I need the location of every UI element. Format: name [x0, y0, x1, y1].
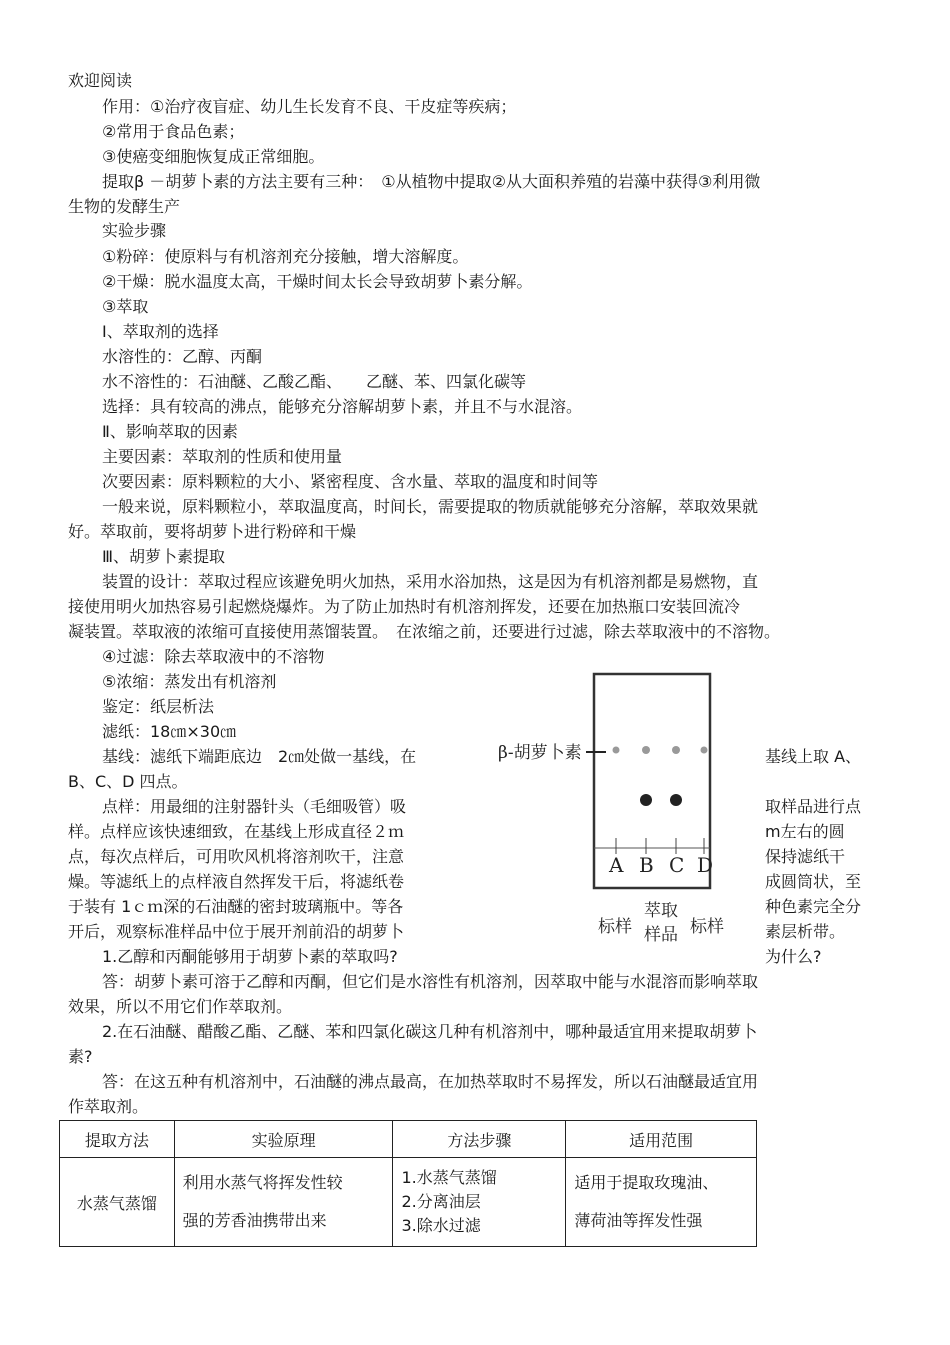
step-2: 2.分离油层 — [401, 1192, 481, 1211]
text-line: ②干燥：脱水温度太高，干燥时间太长会导致胡萝卜素分解。 — [102, 272, 533, 291]
text-line: 开后，观察标准样品中位于展开剂前沿的胡萝卜 — [68, 922, 405, 941]
cell-principle — [174, 1158, 393, 1247]
text-line: B、C、D 四点。 — [68, 772, 188, 791]
text-line: 接使用明火加热容易引起燃烧爆炸。为了防止加热时有机溶剂挥发，还要在加热瓶口安装回流冷 — [68, 597, 741, 616]
text-line: ③使癌变细胞恢复成正常细胞。 — [102, 147, 325, 166]
text-line: Ⅰ、萃取剂的选择 — [102, 322, 219, 341]
text-line: ③萃取 — [102, 297, 149, 316]
text-line: 选择：具有较高的沸点，能够充分溶解胡萝卜素，并且不与水混溶。 — [102, 397, 583, 416]
scope-line-2: 薄荷油等挥发性强 — [574, 1211, 703, 1230]
lane-c-front-spot — [672, 746, 680, 754]
lane-a-front-spot — [613, 747, 620, 754]
header-method: 提取方法 — [60, 1121, 175, 1158]
step-1: 1.水蒸气蒸馏 — [401, 1168, 497, 1187]
lane-label-b: B — [639, 853, 654, 877]
text-line: 一般来说，原料颗粒小，萃取温度高，时间长，需要提取的物质就能够充分溶解，萃取效果就 — [102, 497, 759, 516]
text-line: 基线：滤纸下端距底边 2㎝处做一基线，在 — [102, 747, 417, 766]
text-line: ②常用于食品色素； — [102, 122, 245, 141]
beta-carotene-label: β-胡萝卜素 — [498, 743, 582, 763]
text-line: 作萃取剂。 — [68, 1097, 149, 1116]
text-line: 种色素完全分 — [765, 897, 862, 916]
sample-label-top: 萃取 — [644, 901, 678, 921]
text-line: 鉴定：纸层析法 — [102, 697, 215, 716]
text-line: 作用：①治疗夜盲症、幼儿生长发育不良、干皮症等疾病； — [102, 97, 517, 116]
text-line: 基线上取 A、 — [765, 747, 862, 766]
lane-label-a: A — [609, 853, 624, 877]
text-line: 欢迎阅读 — [68, 71, 133, 90]
text-line: 点，每次点样后，可用吹风机将溶剂吹干，注意 — [68, 847, 405, 866]
text-line: 答：在这五种有机溶剂中，石油醚的沸点最高，在加热萃取时不易挥发，所以石油醚最适宜用 — [102, 1072, 759, 1091]
text-line: 素层析带。 — [765, 922, 846, 941]
text-line: Ⅱ、影响萃取的因素 — [102, 422, 238, 441]
standard-label-left: 标样 — [598, 917, 632, 937]
table-row — [60, 1158, 757, 1247]
text-line: 素? — [68, 1047, 93, 1066]
lane-label-d: D — [697, 853, 714, 877]
text-line: 点样：用最细的注射器针头（毛细吸管）吸 — [102, 797, 407, 816]
principle-line-1: 利用水蒸气将挥发性较 — [182, 1173, 343, 1192]
principle-line-2: 强的芳香油携带出来 — [182, 1211, 327, 1230]
text-line: 为什么? — [765, 947, 822, 966]
text-line: 2.在石油醚、醋酸乙酯、乙醚、苯和四氯化碳这几种有机溶剂中，哪种最适宜用来提取胡萝卜 — [102, 1022, 758, 1041]
text-line: 装置的设计：萃取过程应该避免明火加热，采用水浴加热，这是因为有机溶剂都是易燃物，直 — [102, 572, 759, 591]
text-line: 水溶性的：乙醇、丙酮 — [102, 347, 263, 366]
text-line: 取样品进行点 — [765, 797, 862, 816]
text-line: 样。点样应该快速细致，在基线上形成直径２ｍ — [68, 822, 405, 841]
text-line: 答：胡萝卜素可溶于乙醇和丙酮，但它们是水溶性有机溶剂，因萃取中能与水混溶而影响萃取 — [102, 972, 759, 991]
text-line: 滤纸：18㎝×30㎝ — [102, 722, 237, 741]
text-line: 于装有 1ｃｍ深的石油醚的密封玻璃瓶中。等各 — [68, 897, 404, 916]
text-line: 生物的发酵生产 — [68, 197, 181, 216]
sample-label-bottom: 样品 — [644, 925, 678, 945]
standard-label-right: 标样 — [690, 917, 724, 937]
text-line: m左右的圆 — [765, 822, 845, 841]
text-line: 凝装置。萃取液的浓缩可直接使用蒸馏装置。 在浓缩之前，还要进行过滤，除去萃取液中的不溶物。 — [68, 622, 781, 641]
scope-line-1: 适用于提取玫瑰油、 — [574, 1173, 719, 1192]
header-principle: 实验原理 — [174, 1121, 393, 1158]
extraction-methods-table — [59, 1120, 757, 1247]
text-line: 好。萃取前，要将胡萝卜进行粉碎和干燥 — [68, 522, 357, 541]
cell-method: 水蒸气蒸馏 — [60, 1158, 175, 1247]
lane-b-pigment-spot — [640, 794, 652, 806]
text-line: 次要因素：原料颗粒的大小、紧密程度、含水量、萃取的温度和时间等 — [102, 472, 599, 491]
chromatography-figure — [494, 670, 756, 950]
text-line: 成圆筒状，至 — [765, 872, 862, 891]
text-line: 实验步骤 — [102, 221, 167, 240]
table-header-row — [60, 1121, 757, 1158]
text-line: 提取β －胡萝卜素的方法主要有三种： ①从植物中提取②从大面积养殖的岩藻中获得③利用微 — [102, 172, 761, 191]
header-scope: 适用范围 — [566, 1121, 757, 1158]
text-line: 主要因素：萃取剂的性质和使用量 — [102, 447, 343, 466]
cell-scope — [566, 1158, 757, 1247]
cell-steps — [393, 1158, 566, 1247]
text-line: ①粉碎：使原料与有机溶剂充分接触，增大溶解度。 — [102, 247, 469, 266]
step-3: 3.除水过滤 — [401, 1216, 481, 1235]
text-line: Ⅲ、胡萝卜素提取 — [102, 547, 226, 566]
lane-label-c: C — [669, 853, 685, 877]
lane-c-pigment-spot — [670, 794, 682, 806]
header-steps: 方法步骤 — [393, 1121, 566, 1158]
text-line: 水不溶性的：石油醚、乙酸乙酯、 乙醚、苯、四氯化碳等 — [102, 372, 527, 391]
lane-d-front-spot — [701, 747, 708, 754]
text-line: ⑤浓缩：蒸发出有机溶剂 — [102, 672, 277, 691]
text-line: 效果，所以不用它们作萃取剂。 — [68, 997, 293, 1016]
text-line: 1.乙醇和丙酮能够用于胡萝卜素的萃取吗? — [102, 947, 398, 966]
text-line: 燥。等滤纸上的点样液自然挥发干后，将滤纸卷 — [68, 872, 405, 891]
text-line: 保持滤纸干 — [765, 847, 846, 866]
text-line: ④过滤：除去萃取液中的不溶物 — [102, 647, 325, 666]
lane-b-front-spot — [642, 746, 650, 754]
